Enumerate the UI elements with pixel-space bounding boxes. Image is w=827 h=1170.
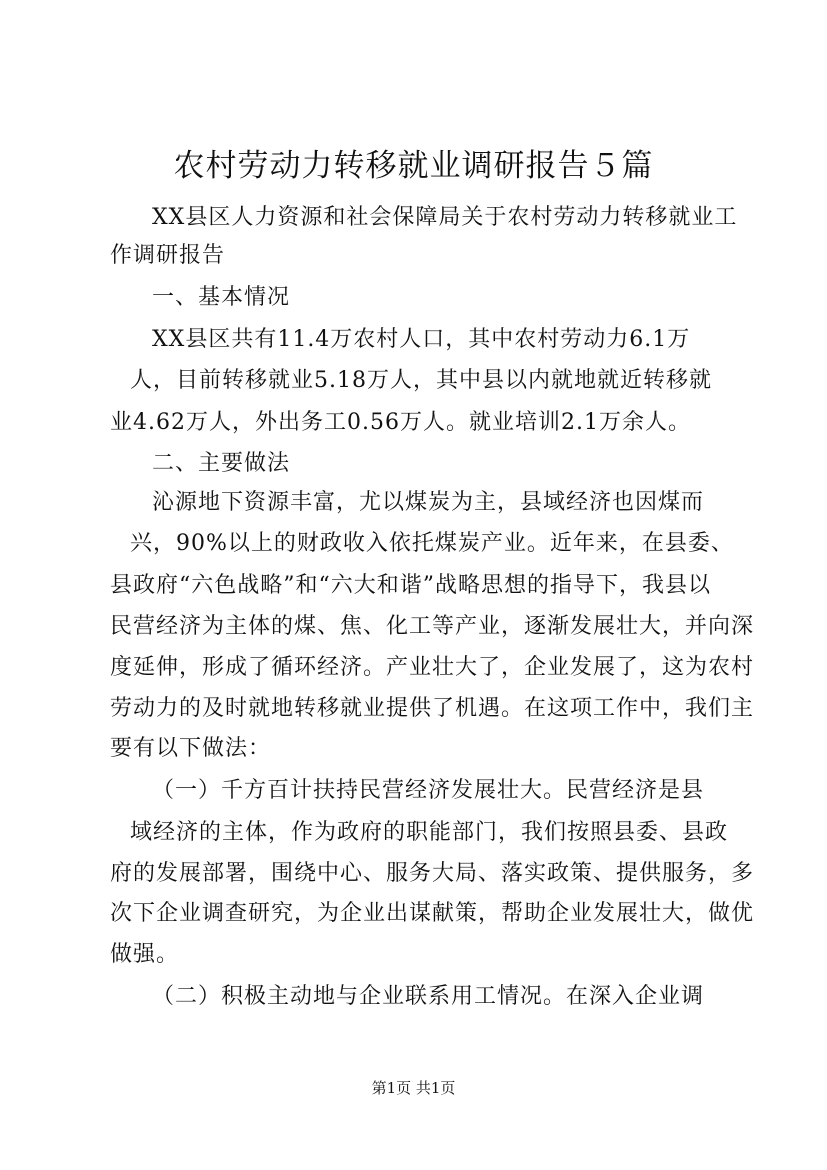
- body-line: 域经济的主体，作为政府的职能部门，我们按照县委、县政: [130, 820, 729, 845]
- body-line: 做强。: [110, 942, 180, 967]
- body-line: 次下企业调查研究，为企业出谋献策，帮助企业发展壮大，做优: [110, 901, 755, 926]
- body-line: 业4.62万人，外出务工0.56万人。就业培训2.1万余人。: [110, 410, 691, 435]
- body-line: 沁源地下资源丰富，尤以煤炭为主，县域经济也因煤而: [152, 490, 705, 515]
- document-title: 农村劳动力转移就业调研报告５篇: [173, 148, 654, 184]
- body-line: 民营经济为主体的煤、焦、化工等产业，逐渐发展壮大，并向深: [110, 614, 755, 639]
- body-line: 度延伸，形成了循环经济。产业壮大了，企业发展了，这为农村: [110, 655, 755, 680]
- body-line: （二）积极主动地与企业联系用工情况。在深入企业调: [152, 984, 705, 1009]
- body-line: 兴，90%以上的财政收入依托煤炭产业。近年来，在县委、: [130, 531, 734, 556]
- body-line: XX县区人力资源和社会保障局关于农村劳动力转移就业工: [152, 205, 738, 230]
- body-line: XX县区共有11.4万农村人口，其中农村劳动力6.1万: [152, 327, 691, 352]
- page-footer: 第1页 共1页: [371, 1079, 456, 1097]
- body-line: 作调研报告: [110, 243, 226, 268]
- body-line: （一）千方百计扶持民营经济发展壮大。民营经济是县: [152, 778, 705, 803]
- body-line: 府的发展部署，围绕中心、服务大局、落实政策、提供服务，多: [110, 861, 755, 886]
- section-heading: 二、主要做法: [152, 451, 291, 476]
- body-line: 县政府“六色战略”和“六大和谐”战略思想的指导下，我县以: [110, 573, 711, 598]
- section-heading: 一、基本情况: [152, 285, 291, 310]
- body-line: 劳动力的及时就地转移就业提供了机遇。在这项工作中，我们主: [110, 696, 755, 721]
- body-line: 要有以下做法：: [110, 736, 272, 761]
- body-line: 人，目前转移就业5.18万人，其中县以内就地就近转移就: [130, 368, 712, 393]
